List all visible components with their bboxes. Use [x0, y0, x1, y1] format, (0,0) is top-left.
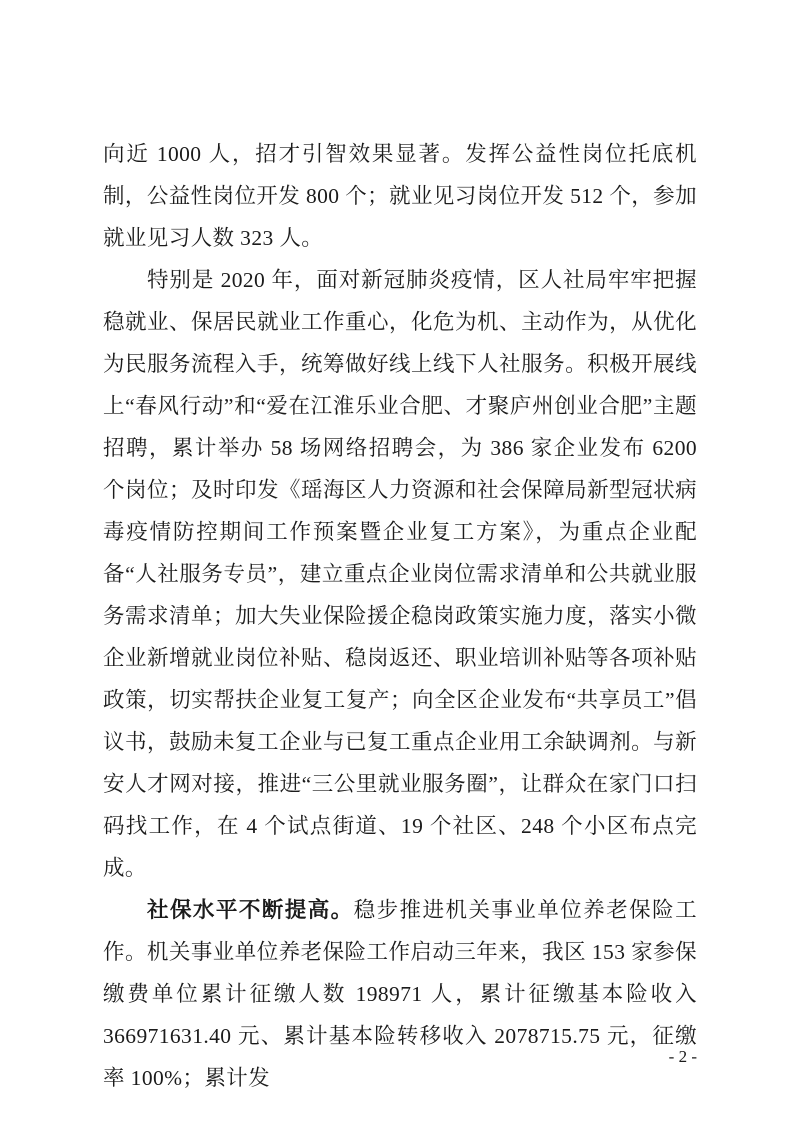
paragraph-3-text: 稳步推进机关事业单位养老保险工作。机关事业单位养老保险工作启动三年来，我区 153 家参保缴费单位累计征缴人数 198971 人，累计征缴基本险收入 366971631.40 元、累计基本险转移收入 2078715.75 元，征缴率 100%；累计发 [103, 898, 697, 1090]
document-body [103, 133, 697, 1099]
paragraph-1: 向近 1000 人，招才引智效果显著。发挥公益性岗位托底机制，公益性岗位开发 800 个；就业见习岗位开发 512 个，参加就业见习人数 323 人。 [103, 142, 697, 250]
paragraph-3 [103, 889, 697, 1099]
paragraph-2: 特别是 2020 年，面对新冠肺炎疫情，区人社局牢牢把握稳就业、保居民就业工作重心，化危为机、主动作为，从优化为民服务流程入手，统筹做好线上线下人社服务。积极开展线上“春风行动”和“爱在江淮乐业合肥、才聚庐州创业合肥”主题招聘，累计举办 58 场网络招聘会，为 386 家企业发布 6200 个岗位；及时印发《瑶海区人力资源和社会保障局新型冠状病毒疫情防控期间工作预案暨企业复工方案》，为重点企业配备“人社服务专员”，建立重点企业岗位需求清单和公共就业服务需求清单；加大失业保险援企稳岗政策实施力度，落实小微企业新增就业岗位补贴、稳岗返还、职业培训补贴等各项补贴政策，切实帮扶企业复工复产；向全区企业发布“共享员工”倡议书，鼓励未复工企业与已复工重点企业用工余缺调剂。与新安人才网对接，推进“三公里就业服务圈”，让群众在家门口扫码找工作，在 4 个试点街道、19 个社区、248 个小区布点完成。 [103, 268, 697, 880]
page-number: - 2 - [668, 1047, 697, 1066]
paragraph-3-lead: 社保水平不断提高。 [147, 898, 354, 922]
